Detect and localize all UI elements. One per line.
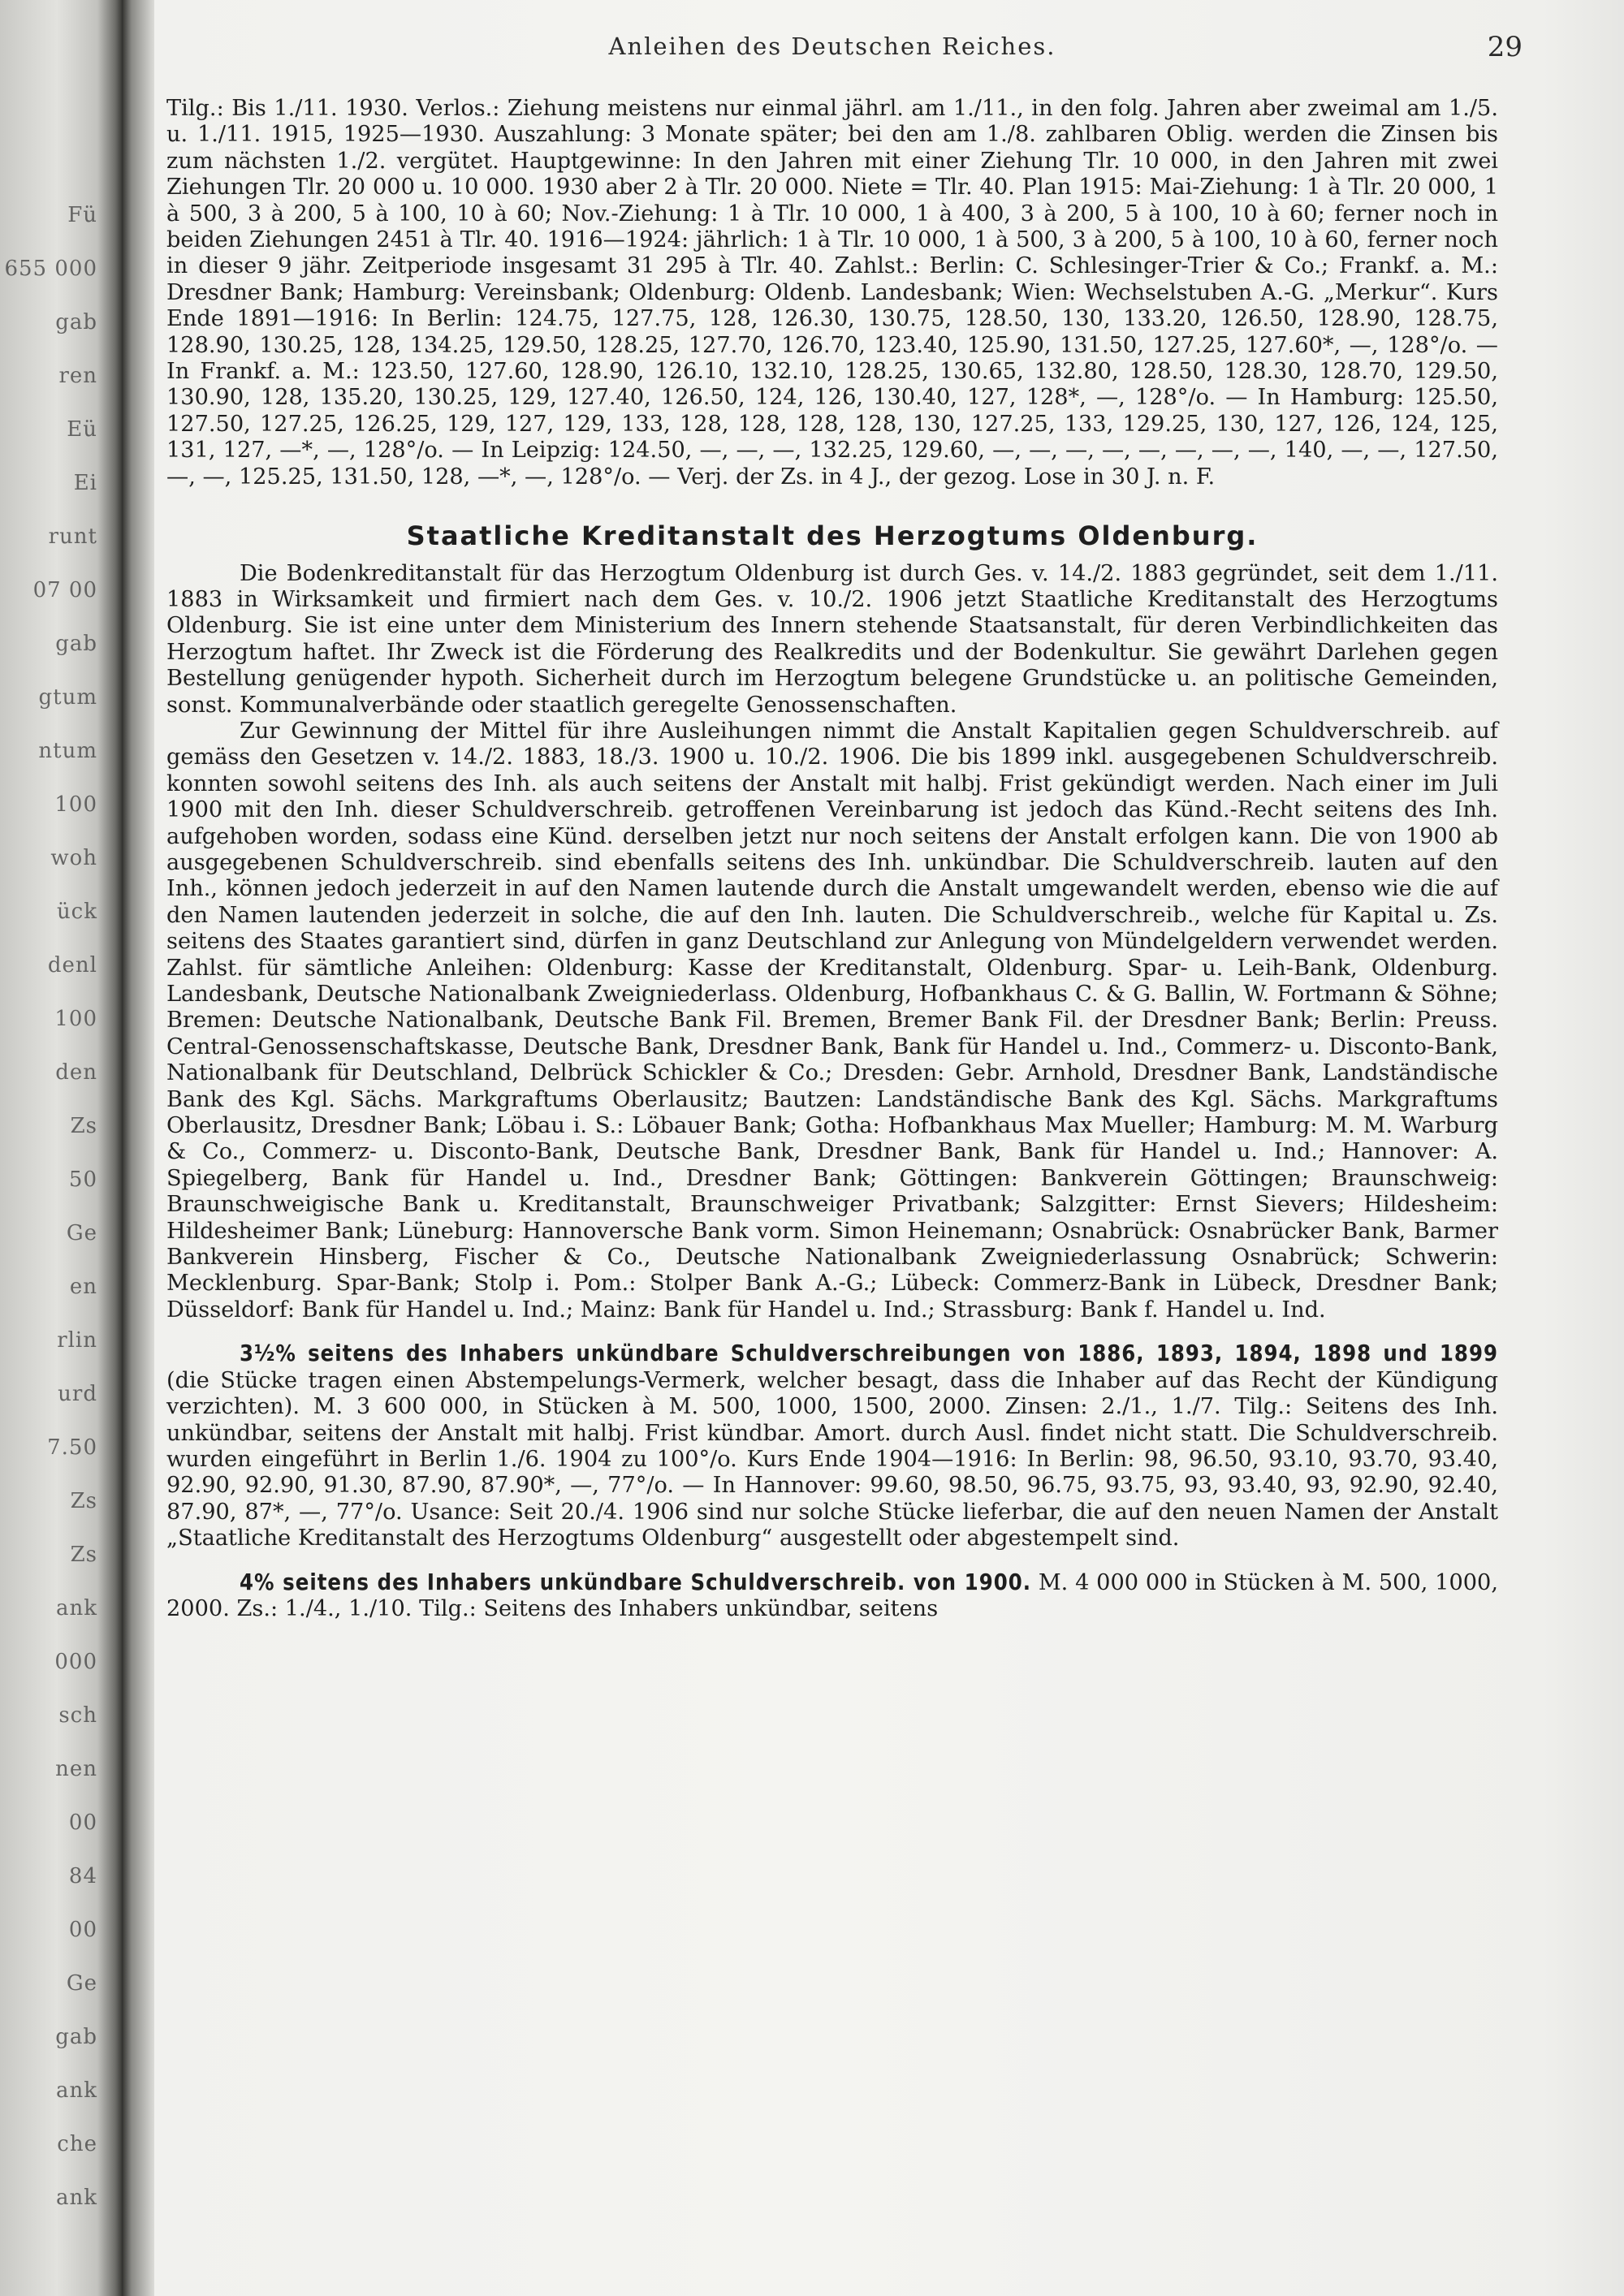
facing-page-fragment: ren	[58, 364, 97, 388]
book-gutter-shadow	[122, 0, 154, 2296]
facing-page-fragment: gab	[55, 310, 97, 334]
facing-page-fragment: Fü	[67, 203, 97, 227]
facing-page-fragment: rlin	[57, 1328, 97, 1353]
facing-page-fragment: 84	[68, 1864, 97, 1888]
facing-page-fragment: Zs	[70, 1489, 97, 1513]
facing-page-fragment: 655 000	[4, 257, 97, 281]
facing-page-fragment: 7.50	[47, 1435, 97, 1460]
facing-page-fragment: woh	[50, 846, 97, 870]
facing-page-fragment: 00	[68, 1918, 97, 1942]
facing-page-fragment: Zs	[70, 1114, 97, 1138]
facing-page-fragment: ank	[55, 1596, 97, 1621]
facing-page-fragment: 100	[54, 1007, 97, 1031]
facing-page-fragment: gtum	[38, 685, 97, 710]
running-head	[166, 31, 1522, 73]
facing-page-fragment: gab	[55, 632, 97, 656]
bond-entry-1900	[166, 1570, 1498, 1623]
facing-page-fragment: sch	[58, 1703, 97, 1728]
facing-page-fragment: ntum	[38, 739, 97, 763]
facing-page-fragment: gab	[55, 2025, 97, 2049]
facing-page-fragment: nen	[55, 1757, 97, 1781]
institution-paragraph: Die Bodenkreditanstalt für das Herzogtum Oldenburg ist durch Ges. v. 14./2. 1883 gegründet, seit dem 1./11. 1883 in Wirksamkeit und firmiert nach dem Ges. v. 10./2. 1906 jetzt Staatliche Kreditanstalt des Herzogtums Oldenburg. Sie ist eine unter dem Ministerium des Innern stehende Staatsanstalt, für deren Verbindlichkeiten das Herzogtum haftet. Ihr Zweck ist die Förderung des Realkredits und der Bodenkultur. Sie gewährt Darlehen gegen Bestellung genügender hypoth. Sicherheit durch im Herzogtum belegene Grundstücke u. an politische Gemeinden, sonst. Kommunalverbände oder staatlich geregelte Genossenschaften.	[166, 560, 1498, 718]
bond-entry-text: M. 4 000 000 in Stücken à M. 500, 1000, 2000. Zs.: 1./4., 1./10. Tilg.: Seitens des Inhabers unkündbar, seitens	[166, 1569, 1499, 1621]
bond-entry-text: (die Stücke tragen einen Abstempelungs-Vermerk, welcher besagt, dass die Inhaber auf das Recht der Kündigung verzichten). M. 3 600 000, in Stücken à M. 500, 1000, 1500, 2000. Zinsen: 2./1., 1./7. Tilg.: Seitens des Inh. unkündbar, seitens der Anstalt mit halbj. Frist kündbar. Amort. durch Ausl. findet nicht statt. Die Schuldverschreib. wurden eingeführt in Berlin 1./6. 1904 zu 100°/o. Kurs Ende 1904—1916: In Berlin: 98, 96.50, 93.10, 93.70, 93.40, 92.90, 92.90, 91.30, 87.90, 87.90*, —, 77°/o. — In Hannover: 99.60, 98.50, 96.75, 93.75, 93, 93.40, 93, 92.90, 92.40, 87.90, 87*, —, 77°/o. Usance: Seit 20./4. 1906 sind nur solche Stücke lieferbar, die auf den neuen Namen der Anstalt „Staatliche Kreditanstalt des Herzogtums Oldenburg“ ausgestellt oder abgestempelt sind.	[166, 1367, 1498, 1552]
facing-page-fragment: denl	[47, 953, 97, 978]
bond-entry-1886	[166, 1341, 1498, 1552]
running-title: Anleihen des Deutschen Reiches.	[608, 32, 1056, 60]
funding-paragraph: Zur Gewinnung der Mittel für ihre Ausleihungen nimmt die Anstalt Kapitalien gegen Schuldverschreib. auf gemäss den Gesetzen v. 14./2. 1883, 18./3. 1900 u. 10./2. 1906. Die bis 1899 inkl. ausgegebenen Schuldverschreib. konnten sowohl seitens des Inh. als auch seitens der Anstalt mit halbj. Frist gekündigt werden. Nach einer im Juli 1900 mit den Inh. dieser Schuldverschreib. getroffenen Vereinbarung ist jedoch das Künd.-Recht seitens des Inh. aufgehoben worden, sodass eine Künd. derselben jetzt nur noch seitens der Anstalt erfolgen kann. Die von 1900 ab ausgegebenen Schuldverschreib. sind ebenfalls seitens des Inh. unkündbar. Die Schuldverschreib. lauten auf den Inh., können jedoch jederzeit in auf den Namen lautende durch die Anstalt umgewandelt werden, ebenso wie die auf den Namen lautenden jederzeit in solche, die auf den Inh. lauten. Die Schuldverschreib., welche für Kapital u. Zs. seitens des Staates garantiert sind, dürfen in ganz Deutschland zur Anlegung von Mündelgeldern verwendet werden. Zahlst. für sämtliche Anleihen: Oldenburg: Kasse der Kreditanstalt, Oldenburg. Spar- u. Leih-Bank, Oldenburg. Landesbank, Deutsche Nationalbank Zweigniederlass. Oldenburg, Hofbankhaus C. & G. Ballin, W. Fortmann & Söhne; Bremen: Deutsche Nationalbank, Deutsche Bank Fil. Bremen, Bremer Bank Fil. der Dresdner Bank; Berlin: Preuss. Central-Genossenschaftskasse, Deutsche Bank, Dresdner Bank, Bank für Handel u. Ind., Commerz- u. Disconto-Bank, Nationalbank für Deutschland, Delbrück Schickler & Co.; Dresden: Gebr. Arnhold, Dresdner Bank, Landständische Bank des Kgl. Sächs. Markgraftums Oberlausitz; Bautzen: Landständische Bank des Kgl. Sächs. Markgraftums Oberlausitz, Dresdner Bank; Löbau i. S.: Löbauer Bank; Gotha: Hofbankhaus Max Mueller; Hamburg: M. M. Warburg & Co., Commerz- u. Disconto-Bank, Deutsche Bank, Dresdner Bank, Bank für Handel u. Ind.; Hannover: A. Spiegelberg, Bank für Handel u. Ind., Dresdner Bank; Göttingen: Bankverein Göttingen; Braunschweig: Braunschweigische Bank u. Kreditanstalt, Braunschweiger Privatbank; Salzgitter: Ernst Sievers; Hildesheim: Hildesheimer Bank; Lüneburg: Hannoversche Bank vorm. Simon Heinemann; Osnabrück: Osnabrücker Bank, Barmer Bankverein Hinsberg, Fischer & Co., Deutsche Nationalbank Zweigniederlassung Osnabrück; Schwerin: Mecklenburg. Spar-Bank; Stolp i. Pom.: Stolper Bank A.-G.; Lübeck: Commerz-Bank in Lübeck, Dresdner Bank; Düsseldorf: Bank für Handel u. Ind.; Mainz: Bank für Handel u. Ind.; Strassburg: Bank f. Handel u. Ind.	[166, 718, 1498, 1323]
facing-page-fragment: runt	[48, 524, 97, 549]
facing-page-fragment: Ge	[66, 1221, 97, 1245]
facing-page-fragment: 00	[68, 1810, 97, 1835]
facing-page-fragment: Ge	[66, 1971, 97, 1996]
bond-entry-title: 3½% seitens des Inhabers unkündbare Schuldverschreibungen von 1886, 1893, 1894, 1898 und 1899	[240, 1341, 1498, 1367]
page-number: 29	[1487, 31, 1522, 63]
facing-page-fragment: den	[55, 1060, 97, 1085]
bond-entry-title: 4% seitens des Inhabers unkündbare Schuldverschreib. von 1900.	[240, 1569, 1032, 1595]
facing-page-fragment: 100	[54, 792, 97, 817]
page-content	[166, 31, 1522, 2273]
facing-page-fragment: 000	[54, 1650, 97, 1674]
section-heading: Staatliche Kreditanstalt des Herzogtums Oldenburg.	[406, 520, 1259, 552]
facing-page-fragment: ank	[55, 2186, 97, 2210]
facing-page-fragment: ank	[55, 2078, 97, 2103]
redemption-paragraph: Tilg.: Bis 1./11. 1930. Verlos.: Ziehung meistens nur einmal jährl. am 1./11., in den folg. Jahren aber zweimal am 1./5. u. 1./11. 1915, 1925—1930. Auszahlung: 3 Monate später; bei den am 1./8. zahlbaren Oblig. werden die Zinsen bis zum nächsten 1./2. vergütet. Hauptgewinne: In den Jahren mit einer Ziehung Tlr. 10 000, in den Jahren mit zwei Ziehungen Tlr. 20 000 u. 10 000. 1930 aber 2 à Tlr. 20 000. Niete = Tlr. 40. Plan 1915: Mai-Ziehung: 1 à Tlr. 20 000, 1 à 500, 3 à 200, 5 à 100, 10 à 60; Nov.-Ziehung: 1 à Tlr. 10 000, 1 à 400, 3 à 200, 5 à 100, 10 à 60; ferner noch in beiden Ziehungen 2451 à Tlr. 40. 1916—1924: jährlich: 1 à Tlr. 10 000, 1 à 500, 3 à 200, 5 à 100, 10 à 60, ferner noch in dieser 9 jähr. Zeitperiode insgesamt 31 295 à Tlr. 40. Zahlst.: Berlin: C. Schlesinger-Trier & Co.; Frankf. a. M.: Dresdner Bank; Hamburg: Vereinsbank; Oldenburg: Oldenb. Landesbank; Wien: Wechselstuben A.-G. „Merkur“. Kurs Ende 1891—1916: In Berlin: 124.75, 127.75, 128, 126.30, 130.75, 128.50, 130, 133.20, 126.50, 128.90, 128.75, 128.90, 130.25, 128, 134.25, 129.50, 128.25, 127.70, 126.70, 123.40, 125.90, 131.50, 127.25, 127.60*, —, 128°/o. — In Frankf. a. M.: 123.50, 127.60, 128.90, 126.10, 132.10, 128.25, 130.65, 132.80, 128.50, 128.30, 128.70, 129.50, 130.90, 128, 135.20, 130.25, 129, 127.40, 126.50, 124, 126, 130.40, 127, 128*, —, 128°/o. — In Hamburg: 125.50, 127.50, 127.25, 126.25, 129, 127, 129, 133, 128, 128, 128, 128, 130, 127.25, 133, 129.25, 130, 127, 126, 124, 125, 131, 127, —*, —, 128°/o. — In Leipzig: 124.50, —, —, —, 132.25, 129.60, —, —, —, —, —, —, —, —, 140, —, —, 127.50, —, —, 125.25, 131.50, 128, —*, —, 128°/o. — Verj. der Zs. in 4 J., der gezog. Lose in 30 J. n. F.	[166, 96, 1498, 490]
facing-page-fragment: Eü	[67, 417, 97, 442]
facing-page-edge	[0, 0, 122, 2296]
facing-page-fragment: en	[69, 1275, 97, 1299]
facing-page-fragment: urd	[58, 1382, 97, 1406]
facing-page-fragment: Zs	[70, 1543, 97, 1567]
facing-page-fragment: Ei	[73, 471, 97, 495]
text-body	[166, 96, 1498, 1622]
facing-page-fragment: 07 00	[32, 578, 97, 602]
facing-page-fragment: che	[57, 2132, 97, 2156]
facing-page-fragment: ück	[56, 900, 97, 924]
facing-page-fragment: 50	[68, 1167, 97, 1192]
